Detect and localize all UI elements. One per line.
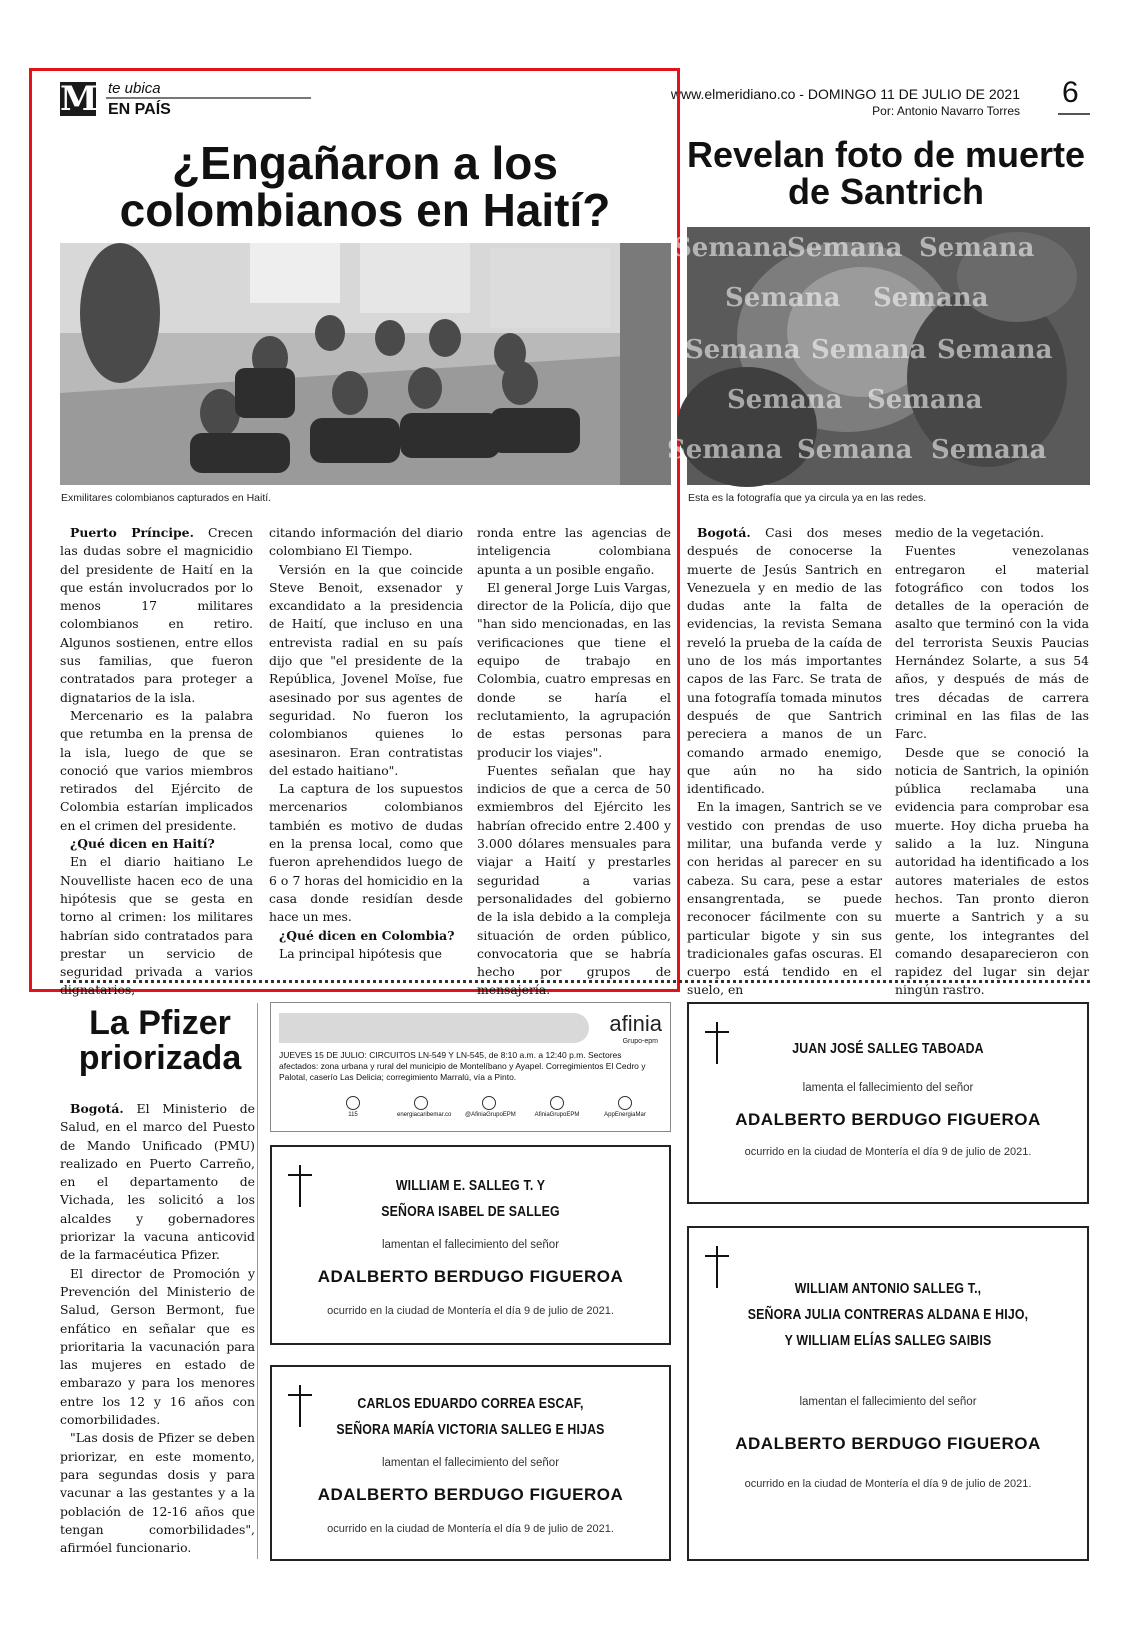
mourner-name: WILLIAM ANTONIO SALLEG T., — [794, 1281, 982, 1297]
mourner-name: SEÑORA ISABEL DE SALLEG — [381, 1204, 560, 1220]
obituary-location: ocurrido en la ciudad de Montería el día 9 de julio de 2021. — [327, 1305, 614, 1317]
obituary-lament: lamentan el fallecimiento del señor — [381, 1457, 560, 1469]
watermark: Semana — [667, 435, 783, 465]
app-icon — [601, 1096, 649, 1118]
icon-label: @AfiniaGrupoEPM — [465, 1112, 516, 1118]
facebook-icon — [533, 1096, 581, 1118]
mourner-name: SEÑORA JULIA CONTRERAS ALDANA E HIJO, — [747, 1307, 1029, 1323]
watermark: Semana — [727, 385, 843, 415]
newspaper-logo: M — [60, 79, 98, 119]
paragraph: Fuentes señalan que hay indicios de que a cerca de 50 exmiembros del Ejército les habrían ofrecido entre 2.400 y 3.000 dólares mensuales para viajar a Haití y prestarles seguridad a varias personalidades del gobierno de la isla debido a la compleja situación de orden público, convocatoria que se habría hecho por grupos de mensajería. — [477, 762, 671, 998]
paragraph — [60, 1100, 255, 1265]
story-dateline: Puerto Príncipe. — [70, 525, 194, 540]
paragraph: Versión en la que coincide Steve Benoit, exsenador y excandidato a la presidencia de Haití, que incluso en una entrevista radial en su país dijo que "el presidente de la República, Jovenel Moïse, fue asesinado por sus agentes de seguridad. No fueron los colombianos quienes lo asesinaron. Eran contratistas del estado haitiano". — [269, 561, 463, 778]
obituary-notice — [270, 1145, 671, 1345]
icon-label: 115 — [348, 1112, 358, 1118]
page-number-rule — [1058, 113, 1090, 115]
watermark: Semana — [811, 335, 927, 365]
icon-label: AppEnergiaMar — [604, 1112, 646, 1118]
obituary-names — [302, 1173, 639, 1225]
paragraph: La captura de los supuestos mercenarios colombianos también es motivo de dudas en la prensa local, como que fueron aprehendidos luego de 6 o 7 horas del homicidio en la casa donde residían desde hace un mes. — [269, 781, 463, 925]
obituary-lament: lamenta el fallecimiento del señor — [802, 1082, 974, 1094]
haiti-prisoners-photo — [60, 243, 671, 485]
subheading: ¿Qué dicen en Colombia? — [279, 927, 455, 943]
paragraph: El director de Promoción y Prevención del Ministerio de Salud, Gerson Bermont, fue enfático en señalar que es prioritaria la vacunación para las mujeres en estado de embarazo y para los menores entre los 12 y 16 años con comorbilidades. — [60, 1265, 255, 1428]
paragraph: Desde que se conoció la noticia de Santrich, la opinión pública reclamaba una evidencia para comprobar esa muerte. Hoy dicha prueba ha salido a la luz. Ninguna autoridad ha identificado a los autores materiales de estos hechos. Tan pronto dieron muerte a Santrich y a su gente, los integrantes del comando desaparecieron con rapidez del lugar sin dejar ningún rastro. — [895, 744, 1089, 998]
obituary-names — [719, 1276, 1057, 1354]
side-story-column-2 — [895, 524, 1089, 1000]
paragraph-text: El Ministerio de Salud, en el marco del Puesto de Mando Unificado (PMU) realizado en Puerto Carreño, en el departamento de Vichada, les solicitó a los alcaldes y gobernadores priorizar la vacuna anticovid de la farmacéutica Pfizer. — [60, 1101, 255, 1263]
paragraph: Mercenario es la palabra que retumba en la prensa de la isla, luego de que se conoció que varios miembros retirados del Ejército de Colombia estarían implicados en el crimen del presidente. — [60, 707, 253, 833]
paragraph: El general Jorge Luis Vargas, director de la Policía, dijo que "han sido mencionadas, en las verificaciones que tiene el equipo de trabajo en Colombia, cuatro empresas en donde se haría el reclutamiento, la agrupación de estas personas para producir los viajes". — [477, 579, 671, 760]
story-dateline: Bogotá. — [70, 1101, 124, 1116]
dateline: www.elmeridiano.co - DOMINGO 11 DE JULIO DE 2021 — [670, 86, 1020, 102]
obituary-lament: lamentan el fallecimiento del señor — [799, 1396, 977, 1408]
paragraph: En el diario haitiano Le Nouvelliste hacen eco de una hipótesis que se gesta en torno al crimen: los militares habrían sido contratados para prestar un servicio de seguridad privada a varios dignatarios, — [60, 854, 253, 998]
subheading: ¿Qué dicen en Haití? — [70, 836, 215, 852]
deceased-name: ADALBERTO BERDUGO FIGUEROA — [735, 1434, 1041, 1453]
watermark: Semana — [931, 435, 1047, 465]
watermark: Semana — [873, 283, 989, 313]
section-divider — [60, 980, 1090, 983]
main-story-column-1 — [60, 524, 253, 1000]
paragraph-text: Casi dos meses después de conocerse la muerte de Jesús Santrich en Venezuela y en medio de las dudas ante la falta de evidencias, la revista Semana reveló la prueba de la caída de uno de los más importantes capos de las Farc. Se trata de una fotografía tomada minutos después de que Santrich pereciera a manos de un comando armado enemigo, que aún no ha sido identificado. — [687, 525, 882, 797]
pfizer-headline: La Pfizer priorizada — [78, 1004, 242, 1077]
watermark: Semana — [685, 335, 801, 365]
deceased-name: ADALBERTO BERDUGO FIGUEROA — [317, 1485, 624, 1504]
watermark: Semana — [725, 283, 841, 313]
paragraph-text: Crecen las dudas sobre el magnicidio del presidente de Haití en la que están involucrados por lo menos 17 militares colombianos en retiro. Algunos sostienen, entre ellos sus familias, que fueron contratados para proteger a dignatarios de la isla. — [60, 525, 253, 705]
paragraph — [687, 524, 882, 798]
afinia-logo: afinia — [609, 1011, 662, 1036]
main-story-column-2 — [269, 524, 463, 963]
mourner-name: CARLOS EDUARDO CORREA ESCAF, — [357, 1396, 584, 1412]
paragraph: ronda entre las agencias de inteligencia colombiana apunta a un posible engaño. — [477, 525, 671, 577]
deceased-name: ADALBERTO BERDUGO FIGUEROA — [317, 1267, 624, 1286]
obituary-names — [719, 1036, 1057, 1062]
icon-label: AfiniaGrupoEPM — [534, 1112, 580, 1118]
deceased-name: ADALBERTO BERDUGO FIGUEROA — [735, 1110, 1041, 1129]
afinia-outage-ad — [270, 1002, 671, 1132]
watermark: Semana — [867, 385, 983, 415]
afinia-logo-sub: Grupo-epm — [622, 1038, 658, 1045]
paragraph: citando información del diario colombiano El Tiempo. — [269, 525, 463, 559]
watermark: Semana — [937, 335, 1053, 365]
mourner-name: SEÑORA MARÍA VICTORIA SALLEG E HIJAS — [336, 1422, 605, 1438]
phone-icon — [329, 1096, 377, 1118]
obituary-notice — [687, 1002, 1089, 1204]
page-number: 6 — [1062, 76, 1079, 109]
column-divider — [257, 1003, 258, 1559]
twitter-icon — [465, 1096, 516, 1118]
paragraph: Fuentes venezolanas entregaron el material fotográfico con todos los detalles de la operación de asalto que terminó con la vida del terrorista Seuxis Paucias Hernández Solarte, a sus 54 años, y después de más de tres décadas de carrera criminal en las filas de las Farc. — [895, 543, 1089, 742]
section-kicker: EN PAÍS — [108, 101, 171, 118]
obituary-notice — [687, 1226, 1089, 1561]
mourner-name: Y WILLIAM ELÍAS SALLEG SAIBIS — [784, 1333, 992, 1349]
obituary-location: ocurrido en la ciudad de Montería el día 9 de julio de 2021. — [744, 1478, 1032, 1490]
ad-notice-text: JUEVES 15 DE JULIO: CIRCUITOS LN-549 Y LN-545, de 8:10 a.m. a 12:40 p.m. Sectores afectados: zona urbana y rural del municipio de Montelíbano y Ayapel. Corregimientos El Cedro y Palotal, caserío Las Delicia; corregimiento Marralú, vía a Pinto. — [279, 1050, 646, 1082]
obituary-lament: lamentan el fallecimiento del señor — [381, 1239, 560, 1251]
obituary-names — [302, 1391, 639, 1443]
ad-header-bar — [279, 1013, 589, 1043]
pfizer-story-column — [60, 1100, 255, 1557]
main-story-column-3 — [477, 524, 671, 1000]
mourner-name: WILLIAM E. SALLEG T. Y — [395, 1178, 546, 1194]
paragraph — [60, 524, 253, 707]
paragraph: En la imagen, Santrich se ve vestido con prendas de uso militar, una bufanda verde y con heridas al parecer en su cabeza. Su cara, pese a estar ensangrentada, se puede reconocer fácilmente con su particular bigote y sin sus tradicionales gafas oscuras. El cuerpo está tendido en el suelo, en — [687, 799, 882, 998]
obituary-location: ocurrido en la ciudad de Montería el día 9 de julio de 2021. — [744, 1146, 1032, 1158]
watermark: Semana — [797, 435, 913, 465]
section-kicker-top: te ubica — [108, 80, 161, 97]
icon-label: energiacaribemar.co — [397, 1112, 452, 1118]
side-photo-caption: Esta es la fotografía que ya circula ya en las redes. — [688, 492, 927, 504]
watermark: Semana — [673, 233, 789, 263]
watermark: Semana — [787, 233, 903, 263]
photo-illustration — [60, 243, 671, 485]
main-photo-caption: Exmilitares colombianos capturados en Haití. — [61, 492, 272, 504]
obituary-location: ocurrido en la ciudad de Montería el día 9 de julio de 2021. — [327, 1523, 614, 1535]
obituary-notice — [270, 1365, 671, 1561]
story-dateline: Bogotá. — [697, 525, 751, 540]
web-icon — [397, 1096, 452, 1118]
paragraph: La principal hipótesis que — [279, 945, 442, 961]
side-story-column-1 — [687, 524, 882, 1000]
paragraph: medio de la vegetación. — [895, 525, 1045, 540]
side-headline: Revelan foto de muerte de Santrich — [686, 134, 1086, 212]
main-headline: ¿Engañaron a los colombianos en Haití? — [119, 137, 611, 236]
paragraph: "Las dosis de Pfizer se deben priorizar, en este momento, para segundas dosis y para vacunar a las gestantes y a la población de 12-16 años que tengan comorbilidades", afirmóel funcionario. — [60, 1430, 255, 1556]
ad-contact-icons — [329, 1096, 649, 1118]
mourner-name: JUAN JOSÉ SALLEG TABOADA — [792, 1041, 984, 1057]
byline: Por: Antonio Navarro Torres — [872, 104, 1020, 118]
santrich-photo — [667, 227, 1090, 485]
watermark: Semana — [919, 233, 1035, 263]
